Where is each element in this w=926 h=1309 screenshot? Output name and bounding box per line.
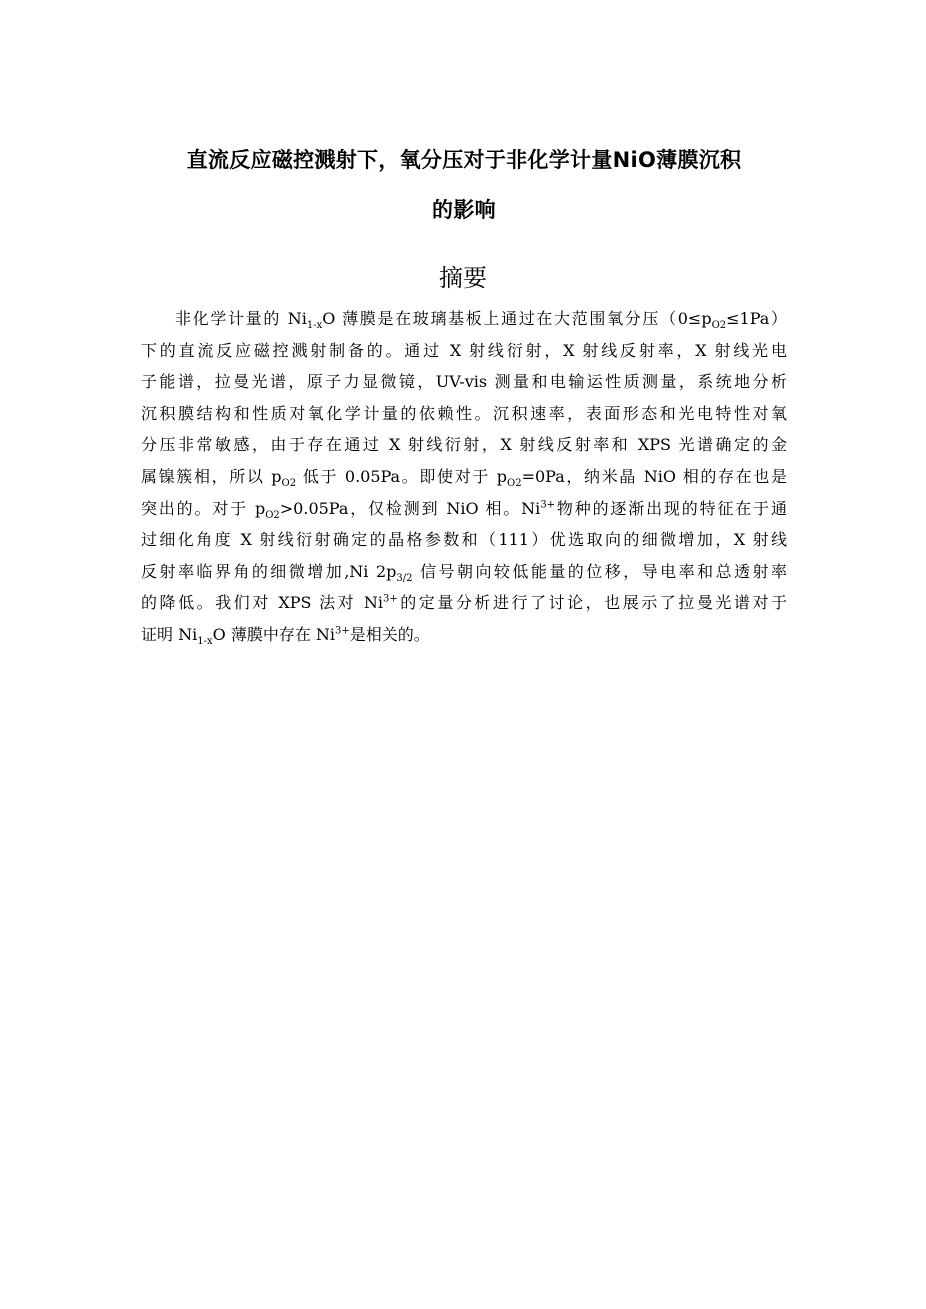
- abstract-heading: 摘要: [439, 264, 487, 292]
- abstract-line: [141, 335, 787, 367]
- abstract-text: 的降低。我们对 XPS 法对 Ni: [141, 593, 383, 613]
- abstract-text: 的定量分析进行了讨论，也展示了拉曼光谱对于: [397, 593, 787, 613]
- abstract-line: [141, 587, 787, 619]
- abstract-line: [141, 619, 787, 651]
- subscript: 1-x: [197, 636, 213, 648]
- abstract-text: 反射率临界角的细微增加,Ni 2p: [141, 561, 397, 581]
- abstract-line: [141, 366, 787, 398]
- subscript: O2: [265, 509, 280, 521]
- abstract-text: =0Pa，纳米晶 NiO 相的存在也是: [521, 466, 787, 486]
- superscript: 3+: [335, 625, 350, 637]
- abstract-paragraph: [141, 303, 787, 651]
- abstract-text: 下的直流反应磁控溅射制备的。通过 X 射线衍射，X 射线反射率，X 射线光电: [141, 340, 787, 360]
- abstract-line: [141, 524, 787, 556]
- document-title-line-1: 直流反应磁控溅射下，氧分压对于非化学计量NiO薄膜沉积: [186, 148, 742, 172]
- abstract-text: 沉积膜结构和性质对氧化学计量的依赖性。沉积速率，表面形态和光电特性对氧: [141, 403, 787, 423]
- subscript: 3/2: [396, 572, 413, 584]
- abstract-line: [141, 493, 787, 525]
- abstract-text: 物种的逐渐出现的特征在于通: [555, 498, 787, 518]
- abstract-line: [141, 556, 787, 588]
- abstract-text: 过细化角度 X 射线衍射确定的晶格参数和（111）优选取向的细微增加，X 射线: [141, 530, 787, 550]
- abstract-text: 证明 Ni: [141, 624, 198, 644]
- abstract-line: [141, 461, 787, 493]
- subscript: O2: [281, 478, 297, 490]
- abstract-line: [141, 398, 787, 430]
- subscript: O2: [711, 320, 727, 332]
- abstract-text: 分压非常敏感，由于存在通过 X 射线衍射，X 射线反射率和 XPS 光谱确定的金: [141, 435, 787, 455]
- abstract-line: [141, 429, 787, 461]
- abstract-text: 突出的。对于 p: [141, 498, 266, 518]
- abstract-text: 是相关的。: [349, 624, 430, 644]
- abstract-text: O 薄膜是在玻璃基板上通过在大范围氧分压（0≤p: [322, 309, 712, 328]
- subscript: 1-x: [306, 320, 323, 332]
- abstract-text: >0.05Pa，仅检测到 NiO 相。Ni: [279, 498, 541, 518]
- superscript: 3+: [382, 594, 398, 606]
- abstract-text: 子能谱，拉曼光谱，原子力显微镜，UV-vis 测量和电输运性质测量，系统地分析: [141, 372, 787, 392]
- abstract-text: 信号朝向较低能量的位移，导电率和总透射率: [412, 561, 787, 581]
- abstract-text: 低于 0.05Pa。即使对于 p: [296, 466, 507, 486]
- abstract-text: 属镍簇相，所以 p: [141, 466, 282, 486]
- document-title-line-2: 的影响: [432, 198, 496, 222]
- superscript: 3+: [540, 499, 556, 511]
- subscript: O2: [507, 478, 522, 490]
- abstract-text: ≤1Pa）: [726, 309, 787, 328]
- abstract-text: O 薄膜中存在 Ni: [212, 624, 336, 644]
- abstract-text: 非化学计量的 Ni: [175, 309, 307, 328]
- abstract-line: [141, 303, 787, 335]
